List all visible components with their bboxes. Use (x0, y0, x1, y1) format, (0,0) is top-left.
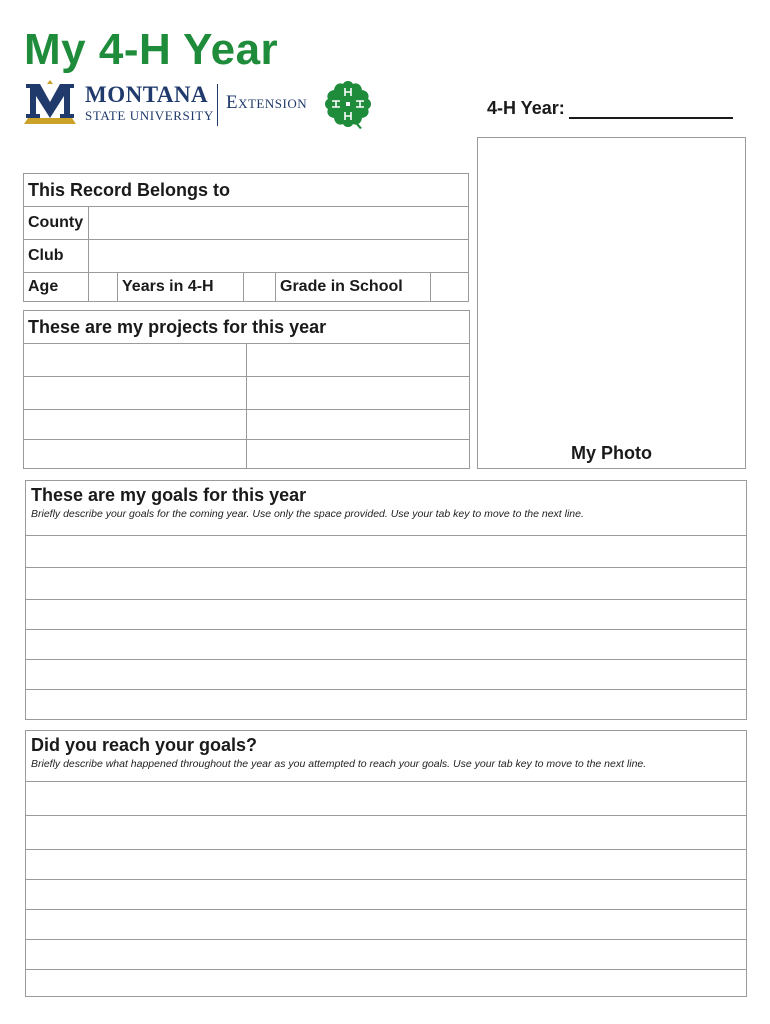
club-row (24, 240, 468, 273)
project-input-right[interactable] (246, 377, 469, 409)
county-input[interactable] (88, 207, 468, 239)
project-input-left[interactable] (24, 410, 246, 439)
reach-line[interactable] (26, 969, 746, 996)
years-label: Years in 4-H (122, 278, 214, 295)
goal-line[interactable] (26, 659, 746, 689)
years-label-cell (117, 273, 243, 301)
photo-caption: My Photo (571, 443, 652, 463)
reach-line[interactable] (26, 815, 746, 849)
record-header: This Record Belongs to (28, 179, 231, 200)
county-row (24, 207, 468, 240)
reach-instructions: Briefly describe what happened throughout the year as you attempted to reach your goals. Use your tab key to move to the next line. (31, 758, 647, 770)
age-input[interactable] (88, 273, 117, 301)
msu-state-text: STATE UNIVERSITY (85, 108, 214, 123)
projects-header-row (24, 311, 469, 344)
age-label: Age (28, 278, 59, 295)
year-label: 4-H Year: (487, 98, 565, 118)
goal-line[interactable] (26, 689, 746, 717)
reach-goals-section (25, 730, 747, 997)
reach-heading-area (26, 731, 746, 781)
club-label: Club (28, 247, 64, 264)
four-h-clover-icon (322, 78, 374, 130)
goals-section (25, 480, 747, 720)
page-title: My 4-H Year (24, 25, 279, 74)
reach-header: Did you reach your goals? (31, 735, 258, 755)
logo-divider (217, 84, 218, 126)
project-input-right[interactable] (246, 440, 469, 468)
project-input-left[interactable] (24, 377, 246, 409)
extension-text: Extension (226, 92, 308, 113)
msu-montana-text: MONTANA (85, 82, 209, 107)
year-input-line[interactable] (569, 99, 733, 119)
goals-instructions: Briefly describe your goals for the coming year. Use only the space provided. Use your tab key to move to the next line. (31, 508, 584, 520)
county-label: County (28, 214, 84, 231)
club-input[interactable] (88, 240, 468, 272)
grade-input[interactable] (430, 273, 468, 301)
logo-row (22, 78, 382, 132)
grade-label-cell (275, 273, 430, 301)
msu-logo-icon (22, 78, 78, 128)
reach-line[interactable] (26, 849, 746, 879)
reach-line[interactable] (26, 781, 746, 815)
grade-label: Grade in School (280, 278, 403, 295)
project-input-left[interactable] (24, 344, 246, 376)
project-row (24, 440, 469, 468)
goal-line[interactable] (26, 535, 746, 567)
record-table (23, 173, 469, 302)
goals-header: These are my goals for this year (31, 485, 307, 505)
reach-line[interactable] (26, 909, 746, 939)
project-row (24, 377, 469, 410)
project-input-right[interactable] (246, 344, 469, 376)
goal-line[interactable] (26, 599, 746, 629)
years-input[interactable] (243, 273, 275, 301)
reach-line[interactable] (26, 939, 746, 969)
four-h-year-field (487, 98, 733, 119)
projects-table (23, 310, 470, 469)
goals-heading-area (26, 481, 746, 535)
reach-line[interactable] (26, 879, 746, 909)
photo-box[interactable] (477, 137, 746, 469)
msu-wordmark (85, 83, 214, 124)
goal-line[interactable] (26, 629, 746, 659)
project-row (24, 344, 469, 377)
projects-header: These are my projects for this year (28, 316, 327, 337)
project-input-left[interactable] (24, 440, 246, 468)
project-input-right[interactable] (246, 410, 469, 439)
age-row (24, 273, 468, 301)
goal-line[interactable] (26, 567, 746, 599)
project-row (24, 410, 469, 440)
record-header-row (24, 174, 468, 207)
